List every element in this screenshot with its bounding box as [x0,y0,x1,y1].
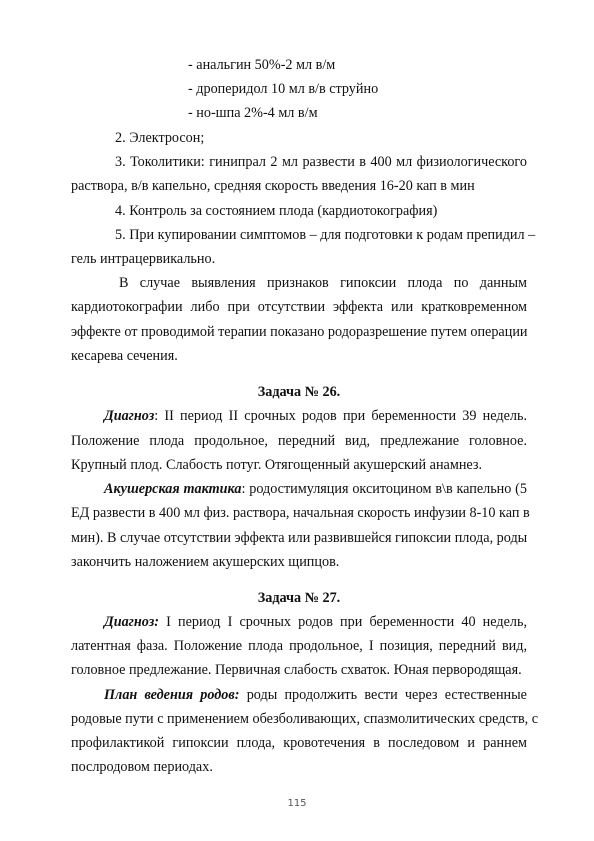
task-26-tactics-line-3: мин). В случае отсутствии эффекта или развившейся гипоксии плода, роды [71,530,528,546]
task-27-diagnosis-line-3: головное предлежание. Первичная слабость схваток. Юная первородящая. [71,662,522,678]
task-26-title: Задача № 26. [257,384,341,400]
task-26-tactics-label: Акушерская тактика [104,481,242,497]
task-26-diagnosis-label: Диагноз [104,408,155,424]
item-2: 2. Электросон; [115,130,205,146]
task-26-diagnosis-text: : II период II срочных родов при беременности 39 недель. [154,408,527,424]
task-27-diagnosis-line-1 [104,613,527,631]
task-26-diagnosis-line-2: Положение плода продольное, передний вид, предлежание головное. [71,433,527,449]
list-item-analgin: - анальгин 50%-2 мл в/м [188,57,336,73]
hypoxia-para-line-3: эффекте от проводимой терапии показано родоразрешение путем операции [71,324,528,340]
list-item-noshpa: - но-шпа 2%-4 мл в/м [188,105,318,121]
item-3-line-2: раствора, в/в капельно, средняя скорость введения 16-20 кап в мин [71,178,475,194]
task-27-diagnosis-text: I период I срочных родов при беременности 40 недель, [158,614,527,630]
item-4: 4. Контроль за состоянием плода (кардиотокография) [115,203,438,219]
item-5-line-1: 5. При купировании симптомов – для подготовки к родам препидил – [115,227,536,243]
item-3-line-1: 3. Токолитики: гинипрал 2 мл развести в 400 мл физиологического [115,154,527,170]
task-26-diagnosis-line-3: Крупный плод. Слабость потуг. Отягощенный акушерский анамнез. [71,457,483,473]
task-26-tactics-line-1 [104,480,527,498]
task-27-plan-line-4: послродовом периодах. [71,759,213,775]
page-number: 115 [287,798,307,809]
task-26-tactics-text: : родостимуляция окситоцином в\в капельно (5 [241,481,527,497]
task-27-plan-line-3: профилактикой гипоксии плода, кровотечения в последовом и раннем [71,735,527,751]
task-27-diagnosis-label: Диагноз: [104,614,159,630]
task-27-title: Задача № 27. [257,590,341,606]
hypoxia-para-line-4: кесарева сечения. [71,348,178,364]
task-27-plan-text: роды продолжить вести через естественные [239,687,527,703]
task-26-diagnosis-line-1 [104,407,527,425]
task-26-tactics-line-4: закончить наложением акушерских щипцов. [71,554,340,570]
list-item-droperidol: - дроперидол 10 мл в/в струйно [188,81,379,97]
task-27-plan-label: План ведения родов: [104,687,240,703]
task-27-diagnosis-line-2: латентная фаза. Положение плода продольное, I позиция, передний вид, [71,638,527,654]
item-5-line-2: гель интрацервикально. [71,251,216,267]
task-26-tactics-line-2: ЕД развести в 400 мл физ. раствора, начальная скорость инфузии 8-10 кап в [71,505,530,521]
hypoxia-para-line-1: В случае выявления признаков гипоксии плода по данным [119,275,527,291]
task-27-plan-line-2: родовые пути с применением обезболивающих, спазмолитических средств, с [71,711,539,727]
task-27-plan-line-1 [104,686,527,704]
hypoxia-para-line-2: кардиотокографии либо при отсутствии эффекта или кратковременном [71,299,527,315]
